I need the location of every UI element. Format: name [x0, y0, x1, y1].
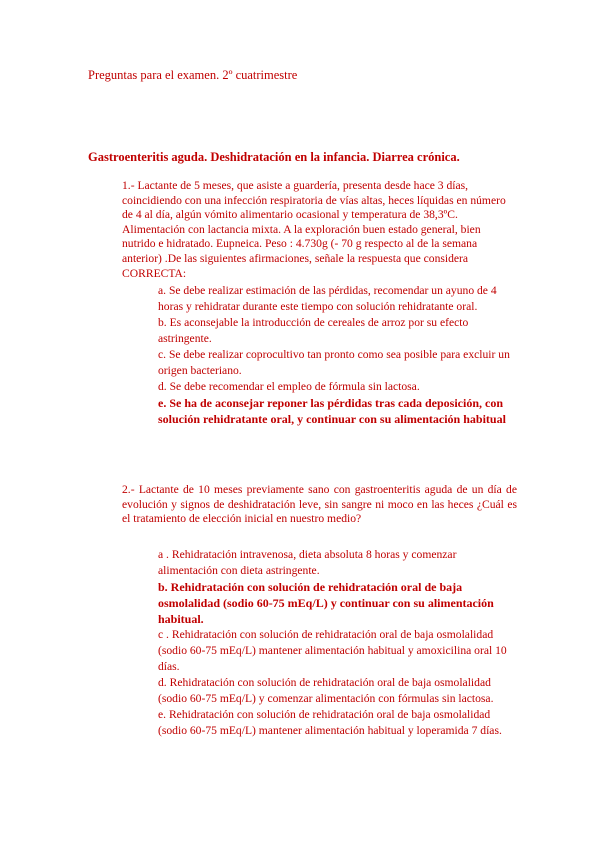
- q2-option-a: a . Rehidratación intravenosa, dieta absoluta 8 horas y comenzar alimentación con dieta astringente.: [158, 548, 457, 577]
- q2-option-c: c . Rehidratación con solución de rehidratación oral de baja osmolalidad (sodio 60-75 mEq/L) mantener alimentación habitual y amoxicilina oral 10 días.: [158, 628, 507, 673]
- q2-option-b-correct: b. Rehidratación con solución de rehidratación oral de baja osmolalidad (sodio 60-75 mEq/L) y continuar con su alimentación habitual.: [158, 580, 494, 626]
- question-2-text: 2.- Lactante de 10 meses previamente sano con gastroenteritis aguda de un día de evolución y signos de deshidratación leve, sin sangre ni moco en las heces ¿Cuál es el tratamiento de elección inicial en nuestro medio?: [122, 483, 517, 526]
- q1-option-d: d. Se debe recomendar el empleo de fórmula sin lactosa.: [158, 380, 420, 393]
- question-2-options: [158, 547, 518, 739]
- q2-option-d: d. Rehidratación con solución de rehidratación oral de baja osmolalidad (sodio 60-75 mEq/L) y comenzar alimentación con fórmulas sin lactosa.: [158, 676, 494, 705]
- q1-option-b: b. Es aconsejable la introducción de cereales de arroz por su efecto astringente.: [158, 316, 469, 345]
- q1-option-e-correct: e. Se ha de aconsejar reponer las pérdidas tras cada deposición, con solución rehidratante oral, y continuar con su alimentación habitual: [158, 396, 506, 426]
- question-1-options: [158, 283, 518, 427]
- q2-option-e: e. Rehidratación con solución de rehidratación oral de baja osmolalidad (sodio 60-75 mEq/L) mantener alimentación habitual y loperamida 7 días.: [158, 708, 502, 737]
- document-header: Preguntas para el examen. 2º cuatrimestre: [88, 68, 298, 82]
- q1-option-c: c. Se debe realizar coprocultivo tan pronto como sea posible para excluir un origen bacteriano.: [158, 348, 510, 377]
- section-title: Gastroenteritis aguda. Deshidratación en la infancia. Diarrea crónica.: [88, 150, 460, 164]
- q1-option-a: a. Se debe realizar estimación de las pérdidas, recomendar un ayuno de 4 horas y rehidratar durante este tiempo con solución rehidratante oral.: [158, 284, 497, 313]
- question-1-text: 1.- Lactante de 5 meses, que asiste a guardería, presenta desde hace 3 días, coincidiendo con una infección respiratoria de vías altas, heces líquidas en número de 4 al día, algún vómito alimentario ocasional y temperatura de 38,3ºC. Alimentación con lactancia mixta. A la exploración buen estado general, bien nutrido e hidratado. Eupneica. Peso : 4.730g (- 70 g respecto al de la semana anterior) .De las siguientes afirmaciones, señale la respuesta que considera CORRECTA:: [122, 179, 506, 280]
